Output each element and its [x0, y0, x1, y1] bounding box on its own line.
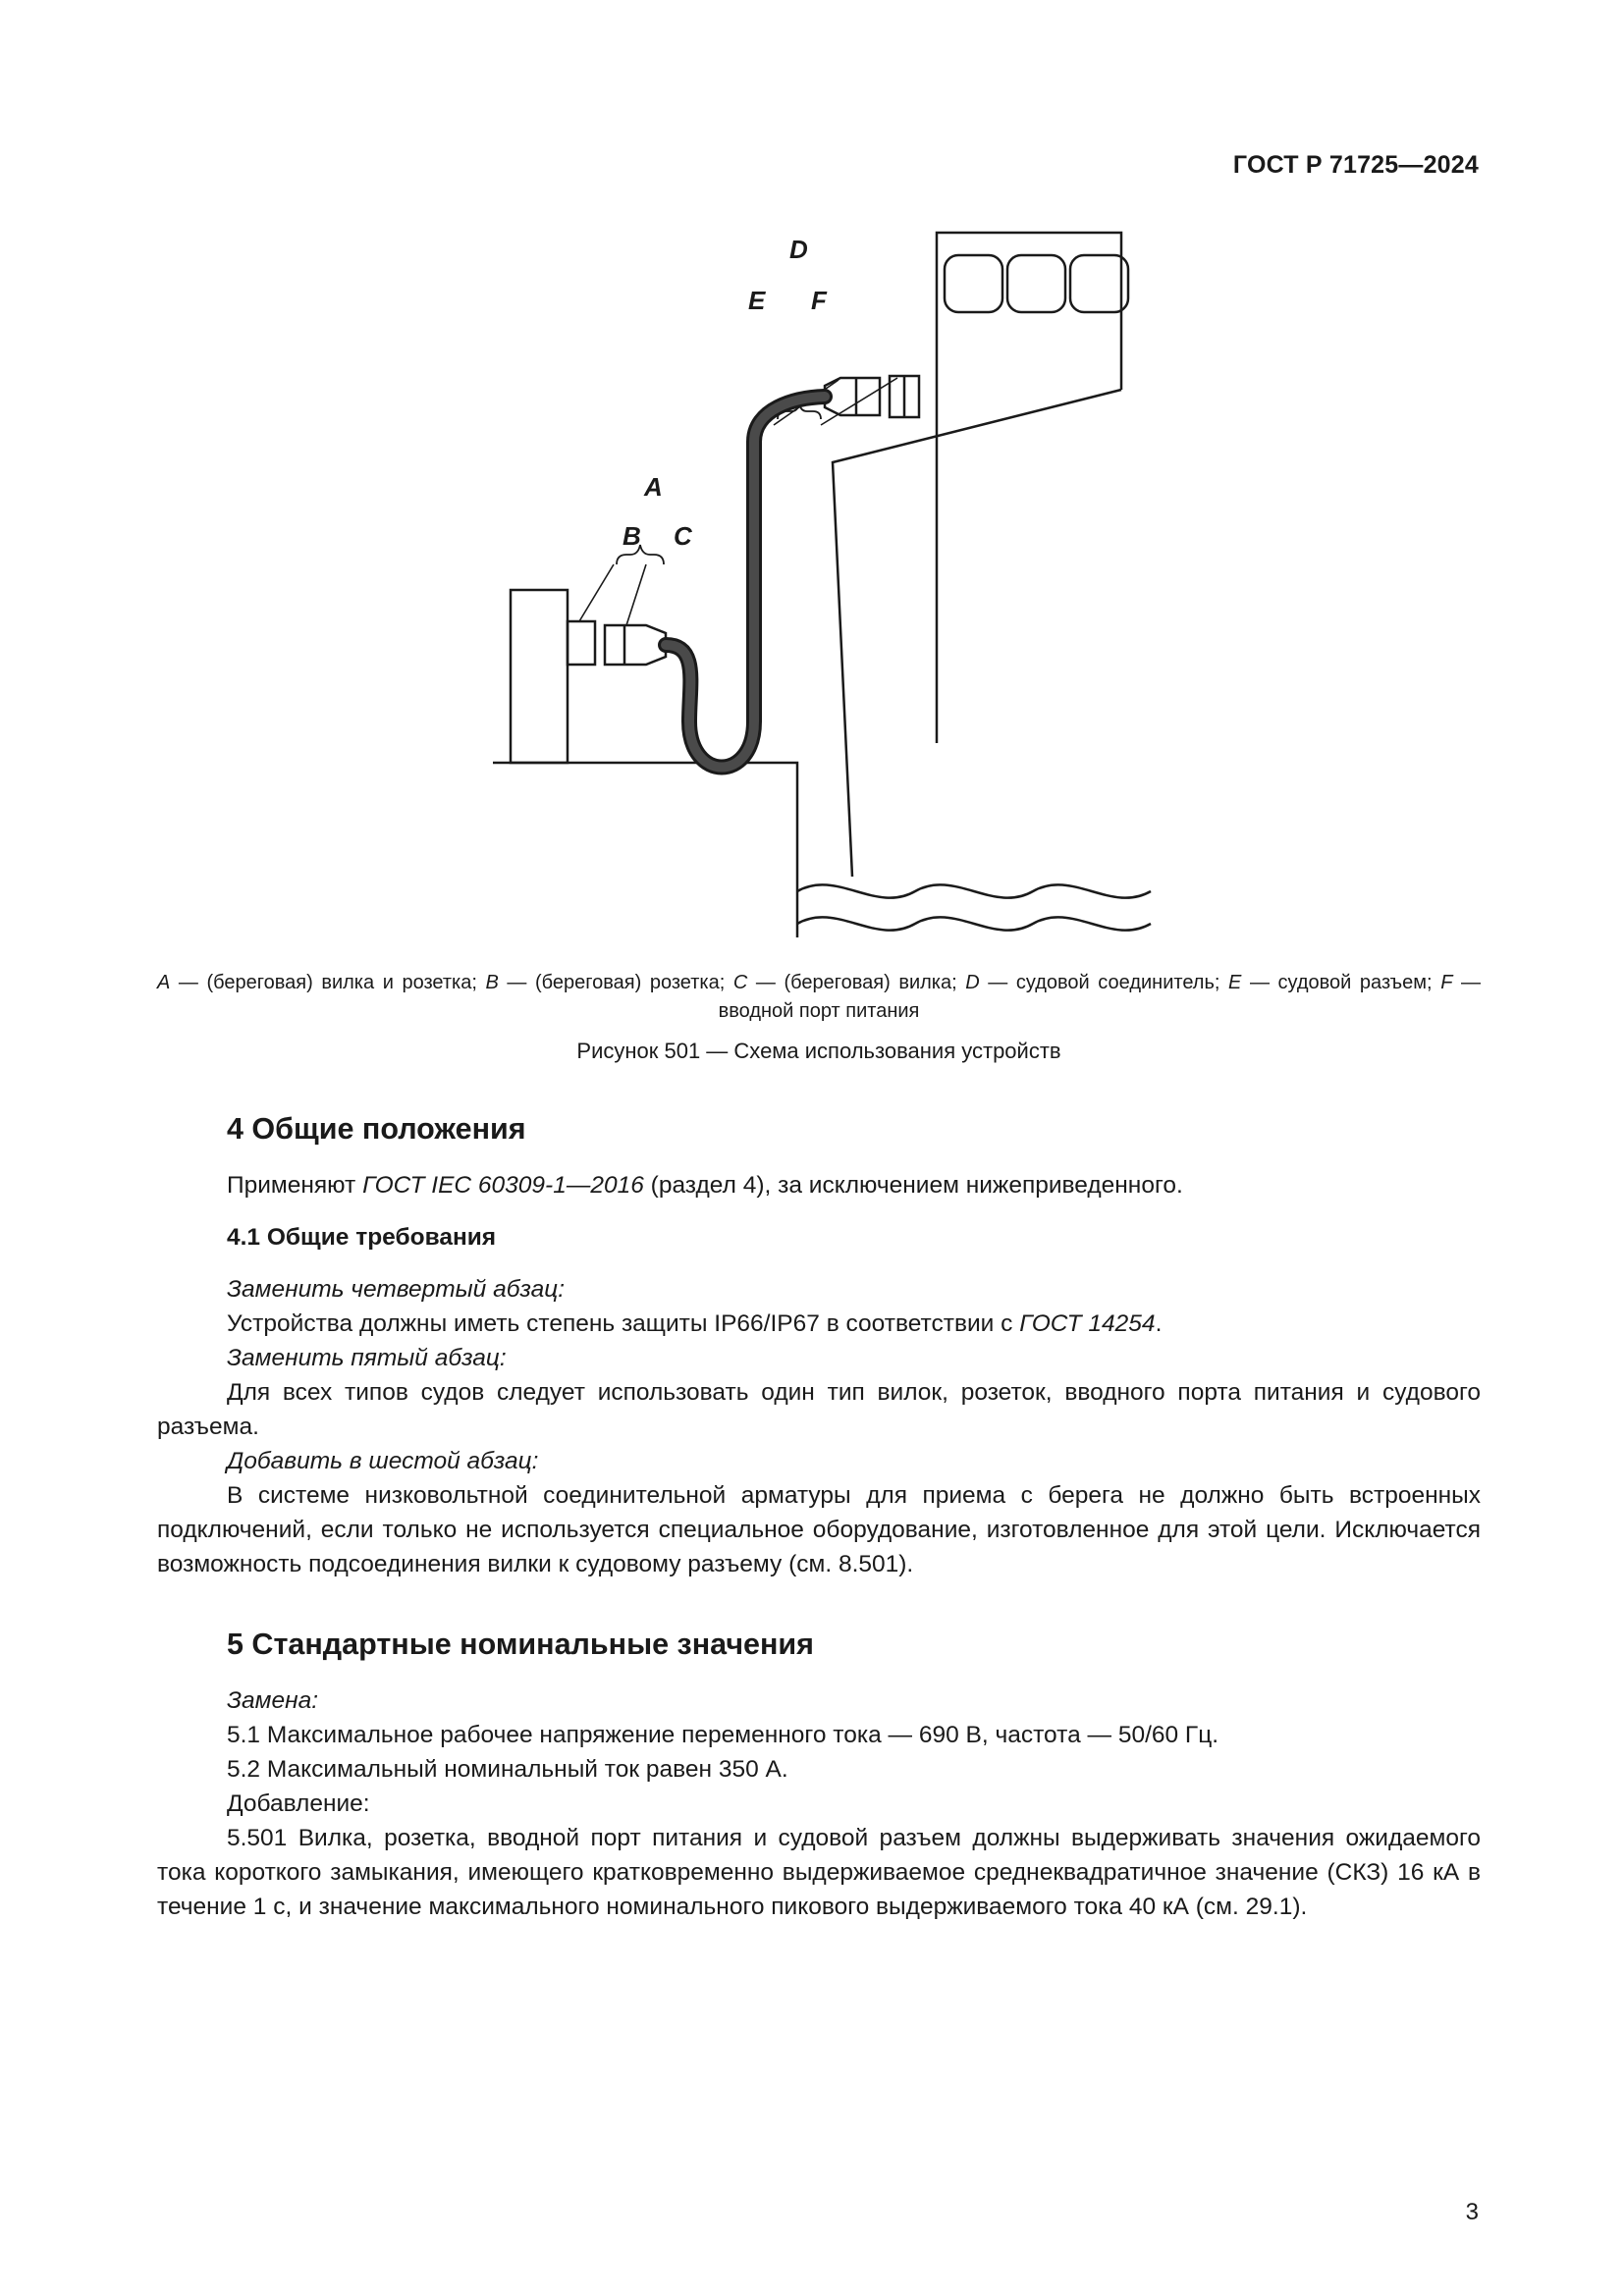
water-wave: [797, 884, 1151, 897]
ship-hull: [833, 390, 1121, 877]
instruction-label: Добавление:: [227, 1790, 370, 1817]
legend-key: D: [965, 972, 980, 993]
legend-text: — вводной порт питания: [718, 972, 1482, 1022]
document-body: [157, 1109, 1481, 1924]
instruction-label: Добавить в шестой абзац:: [227, 1448, 539, 1474]
ship-cabin: [937, 233, 1121, 743]
legend-text: — (береговая) розетка;: [498, 972, 733, 993]
socket-B: [568, 621, 595, 665]
ship-window: [1007, 255, 1065, 312]
quay: [493, 763, 797, 937]
instruction-label: Заменить четвертый абзац:: [227, 1276, 566, 1303]
label-D: D: [789, 235, 808, 264]
page-number: 3: [1465, 2199, 1479, 2225]
standard-reference: ГОСТ 14254: [1019, 1310, 1156, 1337]
ship-window: [945, 255, 1002, 312]
instruction-label: Заменить пятый абзац:: [227, 1345, 507, 1371]
figure-legend: [157, 969, 1481, 1026]
legend-key: F: [1440, 972, 1453, 993]
instruction-label: Замена:: [227, 1687, 318, 1714]
legend-text: — (береговая) вилка;: [747, 972, 966, 993]
figure-501-diagram: [471, 221, 1178, 937]
paragraph: 5.1 Максимальное рабочее напряжение переменного тока — 690 В, частота — 50/60 Гц.: [227, 1722, 1219, 1748]
label-A: A: [644, 472, 663, 502]
document-code: ГОСТ Р 71725—2024: [1232, 151, 1479, 179]
legend-key: E: [1228, 972, 1242, 993]
section-4-intro: Применяют ГОСТ IEC 60309-1—2016 (раздел 4), за исключением нижеприведенного.: [227, 1172, 1183, 1199]
section-4-heading: 4 Общие положения: [227, 1112, 526, 1146]
ship-window: [1070, 255, 1128, 312]
paragraph: Для всех типов судов следует использовать один тип вилок, розеток, вводного порта питания и судового разъема.: [157, 1379, 1481, 1440]
water-wave: [797, 917, 1151, 930]
paragraph: Устройства должны иметь степень защиты IP66/IP67 в соответствии с ГОСТ 14254.: [227, 1310, 1163, 1337]
label-E: E: [748, 286, 766, 315]
shore-box: [511, 590, 568, 763]
legend-key: B: [485, 972, 499, 993]
paragraph: 5.501 Вилка, розетка, вводной порт питания и судовой разъем должны выдерживать значения ожидаемого тока короткого замыкания, имеющего кратковременно выдерживаемое среднеквадратичное значение (СКЗ) 16 кА в течение 1 с, и значение максимального номинального пикового выдерживаемого тока 40 кА (см. 29.1).: [157, 1825, 1481, 1920]
label-F: F: [811, 286, 827, 315]
label-C: C: [674, 521, 692, 551]
leader-line-B: [579, 564, 614, 621]
plug-C: [605, 625, 666, 665]
legend-text: — судовой разъем;: [1241, 972, 1441, 993]
leader-line-C: [626, 564, 646, 625]
label-B: B: [623, 521, 641, 551]
standard-reference: ГОСТ IEC 60309-1—2016: [362, 1172, 644, 1199]
paragraph: В системе низковольтной соединительной арматуры для приема с берега не должно быть встроенных подключений, если только не используется специальное оборудование, изготовленное для этой цели. Исключается возможность подсоединения вилки к судовому разъему (см. 8.501).: [157, 1482, 1481, 1577]
legend-text: — (береговая) вилка и розетка;: [170, 972, 486, 993]
diagram-svg: [471, 221, 1178, 937]
legend-text: — судовой соединитель;: [979, 972, 1229, 993]
legend-key: C: [732, 972, 748, 993]
legend-key: A: [157, 972, 171, 993]
figure-title: Рисунок 501 — Схема использования устройств: [576, 1039, 1061, 1063]
paragraph: 5.2 Максимальный номинальный ток равен 350 А.: [227, 1756, 788, 1783]
section-5-heading: 5 Стандартные номинальные значения: [227, 1628, 814, 1661]
subsection-4-1-heading: 4.1 Общие требования: [227, 1224, 497, 1251]
